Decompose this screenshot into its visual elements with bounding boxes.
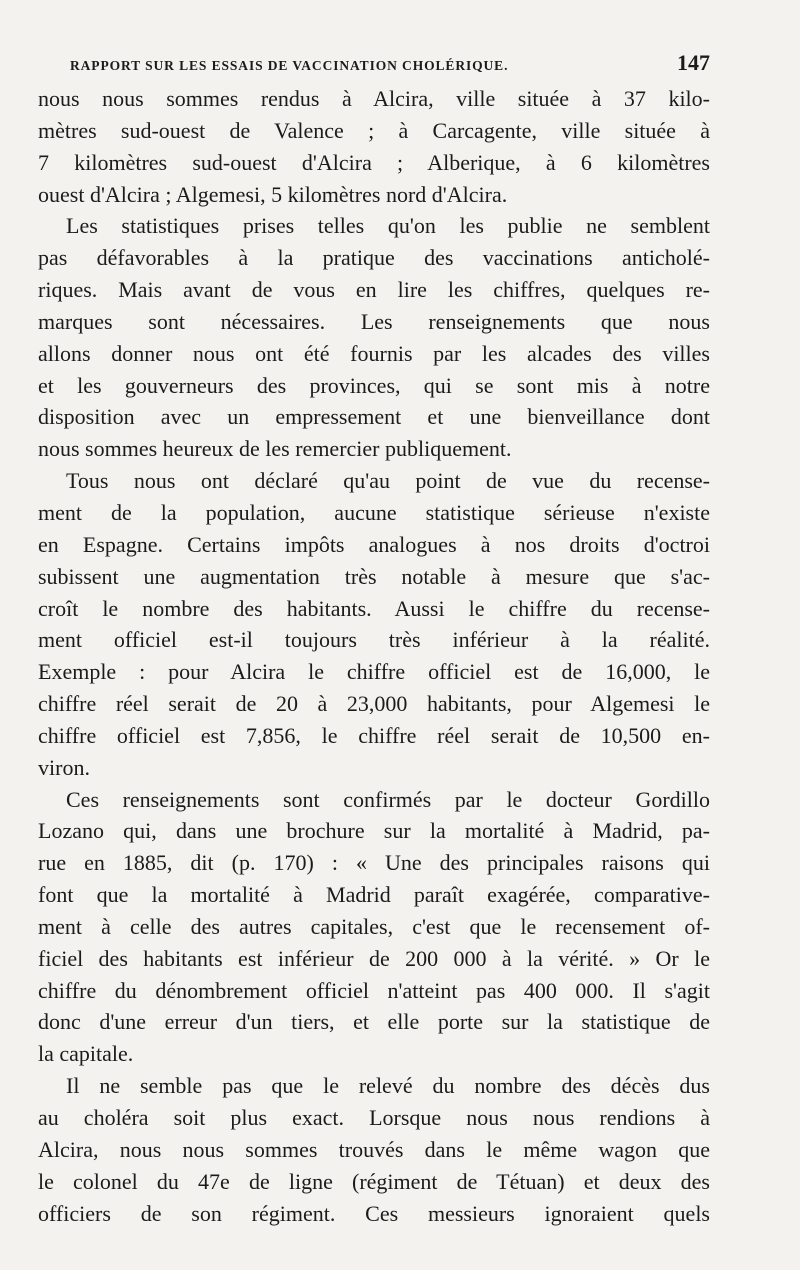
text-line: riques. Mais avant de vous en lire les chiffres, quelques re- [38,277,710,303]
text-line: disposition avec un empressement et une bienveillance dont [38,404,710,430]
text-line: chiffre officiel est 7,856, le chiffre réel serait de 10,500 en- [38,722,710,748]
text-line: mètres sud-ouest de Valence ; à Carcagente, ville située à [38,117,710,143]
text-line: croît le nombre des habitants. Aussi le chiffre du recense- [38,595,710,621]
text-line: 7 kilomètres sud-ouest d'Alcira ; Alberique, à 6 kilomètres [38,149,710,175]
text-line: font que la mortalité à Madrid paraît exagérée, comparative- [38,882,710,908]
text-line: ment de la population, aucune statistique sérieuse n'existe [38,499,710,525]
page-number: 147 [677,50,710,75]
text-line: ficiel des habitants est inférieur de 200 000 à la vérité. » Or le [38,945,710,971]
text-line: et les gouverneurs des provinces, qui se sont mis à notre [38,372,710,398]
body-text [38,83,710,1229]
text-line: ouest d'Alcira ; Algemesi, 5 kilomètres nord d'Alcira. [38,181,508,207]
text-line: nous nous sommes rendus à Alcira, ville située à 37 kilo- [38,86,710,111]
text-line: Il ne semble pas que le relevé du nombre des décès dus [66,1073,710,1099]
text-line: Ces renseignements sont confirmés par le docteur Gordillo [66,786,710,812]
text-line: Alcira, nous nous sommes trouvés dans le même wagon que [38,1136,710,1162]
running-head-title: RAPPORT SUR LES ESSAIS DE VACCINATION CHOLÉRIQUE. [70,58,509,73]
text-line: nous sommes heureux de les remercier publiquement. [38,436,512,462]
text-line: rue en 1885, dit (p. 170) : « Une des principales raisons qui [38,850,710,876]
text-line: viron. [38,754,90,780]
text-line: allons donner nous ont été fournis par les alcades des villes [38,340,710,366]
text-line: au choléra soit plus exact. Lorsque nous nous rendions à [38,1105,710,1130]
running-head [70,50,710,76]
text-line: pas défavorables à la pratique des vaccinations anticholé- [38,245,710,271]
text-line: marques sont nécessaires. Les renseignements que nous [38,308,710,334]
text-line: le colonel du 47e de ligne (régiment de Tétuan) et deux des [38,1168,710,1194]
text-line: ment officiel est-il toujours très inférieur à la réalité. [38,627,710,653]
text-line: donc d'une erreur d'un tiers, et elle porte sur la statistique de [38,1009,710,1035]
text-line: chiffre réel serait de 20 à 23,000 habitants, pour Algemesi le [38,691,710,717]
text-line: officiers de son régiment. Ces messieurs ignoraient quels [38,1200,710,1226]
text-line: Tous nous ont déclaré qu'au point de vue du recense- [66,468,710,494]
text-line: chiffre du dénombrement officiel n'atteint pas 400 000. Il s'agit [38,977,710,1003]
text-line: Exemple : pour Alcira le chiffre officiel est de 16,000, le [38,659,710,685]
text-line: Les statistiques prises telles qu'on les publie ne semblent [66,213,710,239]
text-line: Lozano qui, dans une brochure sur la mortalité à Madrid, pa- [38,818,710,844]
text-line: subissent une augmentation très notable à mesure que s'ac- [38,563,710,589]
text-line: ment à celle des autres capitales, c'est que le recensement of- [38,913,710,939]
text-line: la capitale. [38,1041,134,1067]
text-line: en Espagne. Certains impôts analogues à nos droits d'octroi [38,531,710,557]
